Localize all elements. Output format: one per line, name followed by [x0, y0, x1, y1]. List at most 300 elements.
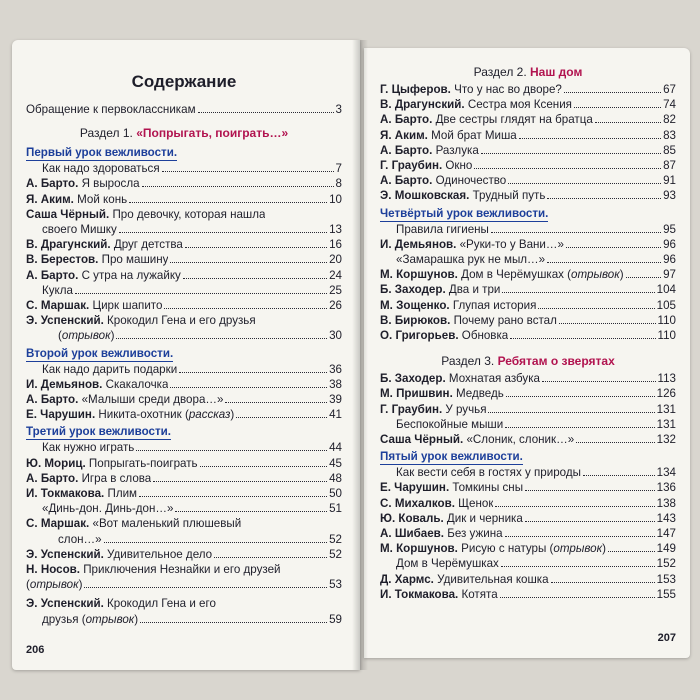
entry-note: отрывок — [553, 542, 603, 556]
toc-entry — [380, 371, 676, 386]
leader-dots — [129, 202, 327, 203]
entry-title: Удивительное дело — [103, 547, 213, 561]
toc-entry — [26, 407, 342, 422]
leader-dots — [576, 442, 655, 443]
leader-dots — [214, 557, 327, 558]
entry-page: 85 — [663, 143, 676, 157]
toc-entry — [380, 237, 676, 252]
entry-title: «Замарашка рук не мыл…» — [396, 253, 546, 267]
entry-title: Дом в Черёмушках — [396, 557, 499, 571]
entry-title: Правила гигиены — [396, 222, 489, 236]
leader-dots — [510, 338, 655, 339]
entry-page: 147 — [656, 527, 676, 541]
toc-entry — [380, 267, 676, 282]
toc-entry — [380, 158, 676, 173]
toc-entry-cont — [26, 222, 342, 237]
entry-page: 110 — [657, 313, 676, 327]
leader-dots — [170, 262, 327, 263]
entry-title: ) — [78, 578, 83, 592]
entry-title: Как надо дарить подарки — [42, 362, 178, 376]
toc-entry — [380, 97, 676, 112]
entry-author: В. Драгунский. — [26, 238, 111, 252]
leader-dots — [75, 293, 327, 294]
toc-entry — [26, 207, 342, 222]
entry-author: Я. Аким. — [380, 128, 428, 142]
lesson-heading-3: Третий урок вежливости. — [26, 425, 172, 439]
leader-dots — [225, 402, 327, 403]
entry-author: Б. Заходер. — [380, 372, 446, 386]
entry-page: 134 — [656, 466, 676, 480]
toc-entry — [380, 252, 676, 267]
entry-title: ) — [110, 329, 115, 343]
toc-entry — [26, 176, 342, 191]
entry-title: Удивительная кошка — [433, 572, 549, 586]
leader-dots — [501, 566, 655, 567]
leader-dots — [488, 412, 654, 413]
entry-page: 138 — [656, 496, 676, 510]
entry-page: 155 — [656, 587, 676, 601]
entry-title: Почему рано встал — [450, 313, 557, 327]
entry-title: Без ужина — [444, 527, 503, 541]
leader-dots — [502, 292, 654, 293]
entry-author: С. Маршак. — [26, 517, 90, 531]
toc-entry — [26, 252, 342, 267]
entry-title: Крокодил Гена и его друзья — [103, 314, 256, 328]
toc-entry — [380, 328, 676, 343]
entry-author: А. Шибаев. — [380, 527, 444, 541]
entry-title: ( — [58, 329, 62, 343]
leader-dots — [583, 475, 655, 476]
toc-entry — [26, 516, 342, 531]
toc-entry — [380, 143, 676, 158]
entry-author: Э. Мошковская. — [380, 189, 470, 203]
toc-entry — [380, 188, 676, 203]
entry-page: 132 — [656, 433, 676, 447]
entry-author: В. Берестов. — [26, 253, 99, 267]
entry-page: 95 — [663, 222, 676, 236]
entry-page: 30 — [329, 329, 342, 343]
entry-author: Ю. Мориц. — [26, 456, 86, 470]
toc-entry — [26, 313, 342, 328]
entry-page: 50 — [329, 487, 342, 501]
toc-group — [380, 222, 676, 268]
entry-author: Э. Успенский. — [26, 597, 104, 611]
toc-entry — [380, 112, 676, 127]
entry-page: 110 — [657, 329, 676, 343]
entry-author: Я. Аким. — [26, 192, 74, 206]
entry-page: 136 — [656, 481, 676, 495]
entry-author: И. Токмакова. — [380, 587, 459, 601]
entry-title: ) — [602, 542, 606, 556]
left-toc — [26, 72, 342, 627]
leader-dots — [506, 396, 655, 397]
entry-title: Игра в слова — [78, 471, 152, 485]
toc-entry — [380, 556, 676, 571]
leader-dots — [136, 450, 327, 451]
toc-entry — [26, 192, 342, 207]
entry-page: 24 — [329, 268, 342, 282]
entry-page: 97 — [663, 268, 676, 282]
entry-author: И. Токмакова. — [26, 487, 105, 501]
toc-entry — [380, 298, 676, 313]
entry-author: А. Барто. — [380, 143, 433, 157]
leader-dots — [564, 92, 661, 93]
lesson-heading-2: Второй урок вежливости. — [26, 346, 174, 360]
toc-entry — [26, 562, 342, 577]
leader-dots — [104, 542, 328, 543]
page-number: 206 — [26, 644, 45, 656]
entry-author: А. Барто. — [26, 268, 79, 282]
leader-dots — [175, 511, 327, 512]
toc-entry — [380, 480, 676, 495]
entry-title: Окно — [442, 159, 473, 173]
entry-author: Саша Чёрный. — [26, 207, 110, 221]
toc-entry — [380, 82, 676, 97]
entry-title: Сестра моя Ксения — [464, 98, 572, 112]
right-page — [364, 48, 690, 658]
section-prefix: Раздел 3. — [441, 354, 498, 369]
leader-dots — [626, 277, 661, 278]
page-number: 207 — [657, 632, 676, 644]
entry-page: 52 — [329, 532, 342, 546]
entry-page: 153 — [656, 572, 676, 586]
entry-title: ( — [26, 578, 30, 592]
leader-dots — [84, 587, 327, 588]
entry-author: В. Драгунский. — [380, 98, 465, 112]
entry-title: Мой конь — [73, 192, 128, 206]
leader-dots — [200, 466, 328, 467]
entry-title: своего Мишку — [42, 223, 117, 237]
leader-dots — [179, 372, 327, 373]
entry-page: 152 — [656, 557, 676, 571]
leader-dots — [547, 262, 661, 263]
toc-entry — [26, 377, 342, 392]
leader-dots — [505, 536, 655, 537]
leader-dots — [491, 232, 661, 233]
leader-dots — [153, 481, 327, 482]
entry-author: Г. Граубин. — [380, 159, 443, 173]
entry-title: Беспокойные мыши — [396, 417, 504, 431]
toc-group — [26, 362, 342, 408]
entry-title: Крокодил Гена и его — [103, 597, 216, 611]
entry-author: А. Барто. — [380, 174, 433, 188]
entry-page: 39 — [329, 393, 342, 407]
entry-page: 82 — [663, 113, 676, 127]
entry-page: 143 — [656, 511, 676, 525]
leader-dots — [547, 198, 661, 199]
leader-dots — [505, 427, 654, 428]
entry-author: А. Барто. — [26, 177, 79, 191]
entry-page: 41 — [329, 408, 342, 422]
leader-dots — [542, 381, 656, 382]
entry-title: «Динь-дон. Динь-дон…» — [42, 502, 174, 516]
entry-author: А. Барто. — [26, 393, 79, 407]
entry-page: 113 — [657, 372, 676, 386]
entry-author: Г. Цыферов. — [380, 83, 451, 96]
toc-entry — [26, 596, 342, 611]
entry-title: Дом в Черёмушках ( — [457, 268, 572, 282]
entry-title: Кукла — [42, 283, 73, 297]
entry-title: У ручья — [442, 402, 487, 416]
entry-page: 20 — [329, 253, 342, 267]
entry-title: С утра на лужайку — [78, 268, 181, 282]
entry-author: Д. Хармс. — [380, 572, 434, 586]
entry-title: Томкины сны — [449, 481, 524, 495]
entry-title: Обращение к первоклассникам — [26, 103, 196, 116]
leader-dots — [183, 278, 327, 279]
entry-title: Я выросла — [78, 177, 140, 191]
toc-entry — [380, 587, 676, 602]
section-prefix: Раздел 1. — [79, 126, 137, 141]
leader-dots — [142, 186, 334, 187]
entry-title: Котята — [458, 587, 498, 601]
entry-page: 83 — [663, 128, 676, 142]
entry-author: М. Коршунов. — [380, 268, 458, 282]
entry-page: 93 — [663, 189, 676, 203]
entry-author: Саша Чёрный. — [380, 433, 464, 447]
toc-entry — [26, 298, 342, 313]
toc-entry — [26, 440, 342, 455]
toc-group — [380, 371, 676, 447]
right-toc — [380, 62, 676, 602]
toc-entry — [26, 456, 342, 471]
toc-entry — [380, 173, 676, 188]
entry-page: 91 — [663, 174, 676, 188]
section-heading-2 — [380, 64, 676, 80]
leader-dots — [185, 247, 327, 248]
entry-title: Рисую с натуры ( — [457, 542, 554, 556]
toc-entry-cont — [26, 328, 342, 343]
toc-entry-cont — [26, 612, 342, 627]
entry-title: ) — [619, 268, 624, 282]
entry-note: отрывок — [29, 578, 79, 592]
entry-author: И. Демьянов. — [380, 237, 457, 251]
entry-page: 53 — [329, 578, 342, 592]
entry-title: ) — [134, 612, 139, 626]
entry-author: М. Зощенко. — [380, 298, 450, 312]
leader-dots — [566, 247, 661, 248]
toc-entry — [380, 496, 676, 511]
entry-page: 74 — [663, 98, 676, 112]
leader-dots — [164, 308, 327, 309]
toc-entry — [26, 237, 342, 252]
entry-note: отрывок — [571, 268, 620, 282]
toc-entry — [26, 501, 342, 516]
entry-title: Про машину — [98, 253, 169, 267]
entry-title: Одиночество — [432, 174, 507, 188]
toc-entry — [26, 362, 342, 377]
toc-entry — [26, 486, 342, 501]
entry-title: Две сестры глядят на братца — [432, 113, 593, 127]
leader-dots — [481, 153, 661, 154]
leader-dots — [574, 107, 661, 108]
toc-group — [26, 161, 342, 207]
entry-page: 48 — [329, 471, 342, 485]
entry-page: 44 — [329, 441, 342, 455]
entry-title: Друг детства — [110, 238, 183, 252]
leader-dots — [538, 308, 654, 309]
toc-entry — [380, 222, 676, 237]
entry-title: Разлука — [432, 143, 479, 157]
toc-entry — [380, 386, 676, 401]
entry-author: Э. Успенский. — [26, 314, 104, 328]
lesson-heading-4: Четвёртый урок вежливости. — [380, 206, 549, 220]
toc-entry — [380, 511, 676, 526]
entry-page: 36 — [329, 362, 342, 376]
toc-entry — [26, 268, 342, 283]
leader-dots — [595, 122, 661, 123]
leader-dots — [519, 138, 661, 139]
entry-page: 25 — [329, 283, 342, 297]
leader-dots — [495, 506, 654, 507]
section-name: «Попрыгать, поиграть…» — [136, 126, 289, 141]
toc-entry — [380, 313, 676, 328]
toc-group — [380, 465, 676, 602]
entry-title: Трудный путь — [469, 189, 546, 203]
entry-author: О. Григорьев. — [380, 329, 459, 343]
entry-page: 13 — [329, 223, 342, 237]
leader-dots — [500, 597, 655, 598]
toc-entry — [380, 282, 676, 297]
entry-title: Щенок — [454, 496, 494, 510]
entry-title: Цирк шапито — [89, 299, 163, 313]
entry-page: 131 — [656, 417, 676, 431]
entry-author: Н. Носов. — [26, 563, 80, 577]
toc-entry — [26, 161, 342, 176]
entry-title: «Руки-то у Вани…» — [456, 237, 564, 251]
leader-dots — [116, 338, 327, 339]
toc-entry — [26, 547, 342, 562]
entry-page: 38 — [329, 377, 342, 391]
leader-dots — [559, 323, 656, 324]
toc-entry — [380, 465, 676, 480]
entry-author: М. Коршунов. — [380, 542, 458, 556]
entry-title: Мохнатая азбука — [445, 372, 540, 386]
entry-page: 26 — [329, 299, 342, 313]
leader-dots — [140, 622, 327, 623]
entry-author: Б. Заходер. — [380, 283, 446, 297]
toc-entry-cont — [26, 532, 342, 547]
leader-dots — [198, 112, 334, 113]
toc-entry — [380, 526, 676, 541]
entry-title: ) — [230, 408, 235, 422]
entry-page: 10 — [329, 192, 342, 206]
entry-note: отрывок — [61, 329, 111, 343]
entry-author: Г. Граубин. — [380, 402, 443, 416]
lesson-heading-5: Пятый урок вежливости. — [380, 450, 523, 464]
toc-group — [26, 440, 342, 516]
left-page — [12, 40, 360, 670]
entry-author: А. Барто. — [26, 471, 79, 485]
entry-title: слон…» — [58, 532, 102, 546]
entry-title: «Слоник, слоник…» — [463, 433, 575, 447]
entry-title: Что у нас во дворе? — [450, 83, 562, 96]
toc-group — [380, 82, 676, 204]
toc-entry — [380, 128, 676, 143]
section-prefix: Раздел 2. — [473, 65, 530, 79]
entry-page: 51 — [329, 502, 342, 516]
page-title: Содержание — [131, 72, 237, 91]
entry-title: Обновка — [458, 329, 509, 343]
entry-page: 149 — [656, 542, 676, 556]
entry-page: 87 — [663, 159, 676, 173]
entry-title: Про девочку, которая нашла — [109, 207, 266, 221]
entry-author: С. Маршак. — [26, 299, 90, 313]
entry-page: 59 — [329, 612, 342, 626]
entry-title: Скакалочка — [102, 377, 169, 391]
lesson-heading-1: Первый урок вежливости. — [26, 146, 178, 160]
entry-page: 8 — [335, 177, 342, 191]
entry-author: Е. Чарушин. — [26, 408, 96, 422]
leader-dots — [474, 168, 661, 169]
leader-dots — [525, 490, 655, 491]
entry-title: «Малыши среди двора…» — [78, 393, 224, 407]
toc-entry-cont — [26, 577, 342, 592]
entry-author: В. Бирюков. — [380, 313, 451, 327]
toc-entry — [380, 417, 676, 432]
entry-page: 45 — [329, 456, 342, 470]
leader-dots — [525, 521, 655, 522]
entry-title: Попрыгать-поиграть — [85, 456, 198, 470]
section-heading-1 — [26, 125, 342, 141]
leader-dots — [236, 417, 327, 418]
leader-dots — [162, 171, 334, 172]
entry-title: Медведь — [452, 387, 504, 401]
entry-title: Плим — [104, 487, 138, 501]
entry-author: М. Пришвин. — [380, 387, 453, 401]
section-heading-3 — [380, 353, 676, 369]
entry-title: Приключения Незнайки и его друзей — [80, 563, 281, 577]
toc-entry — [380, 541, 676, 556]
entry-page: 104 — [656, 283, 676, 297]
entry-title: Дик и черника — [443, 511, 523, 525]
leader-dots — [508, 183, 661, 184]
toc-group — [380, 282, 676, 343]
entry-page: 67 — [663, 83, 676, 96]
entry-author: Е. Чарушин. — [380, 481, 450, 495]
entry-title: Мой брат Миша — [427, 128, 517, 142]
entry-author: Э. Успенский. — [26, 547, 104, 561]
entry-page: 96 — [663, 237, 676, 251]
entry-title: друзья ( — [42, 612, 86, 626]
entry-page: 3 — [335, 103, 342, 116]
toc-entry-intro — [26, 102, 342, 117]
entry-page: 52 — [329, 547, 342, 561]
toc-entry — [26, 471, 342, 486]
entry-title: Два и три — [445, 283, 501, 297]
entry-page: 131 — [656, 402, 676, 416]
toc-entry — [26, 392, 342, 407]
toc-entry — [26, 283, 342, 298]
leader-dots — [170, 387, 327, 388]
leader-dots — [119, 232, 327, 233]
entry-title: Как надо здороваться — [42, 162, 160, 176]
entry-page: 105 — [656, 298, 676, 312]
entry-note: отрывок — [85, 612, 135, 626]
toc-group — [26, 237, 342, 313]
entry-title: Никита-охотник ( — [95, 408, 189, 422]
section-name: Ребятам о зверятах — [497, 354, 615, 369]
entry-title: «Вот маленький плюшевый — [89, 517, 242, 531]
section-name: Наш дом — [530, 65, 583, 79]
entry-author: Ю. Коваль. — [380, 511, 444, 525]
toc-entry — [380, 572, 676, 587]
leader-dots — [608, 551, 655, 552]
toc-entry — [380, 432, 676, 447]
entry-author: И. Демьянов. — [26, 377, 103, 391]
entry-page: 7 — [335, 162, 342, 176]
entry-title: Глупая история — [449, 298, 537, 312]
